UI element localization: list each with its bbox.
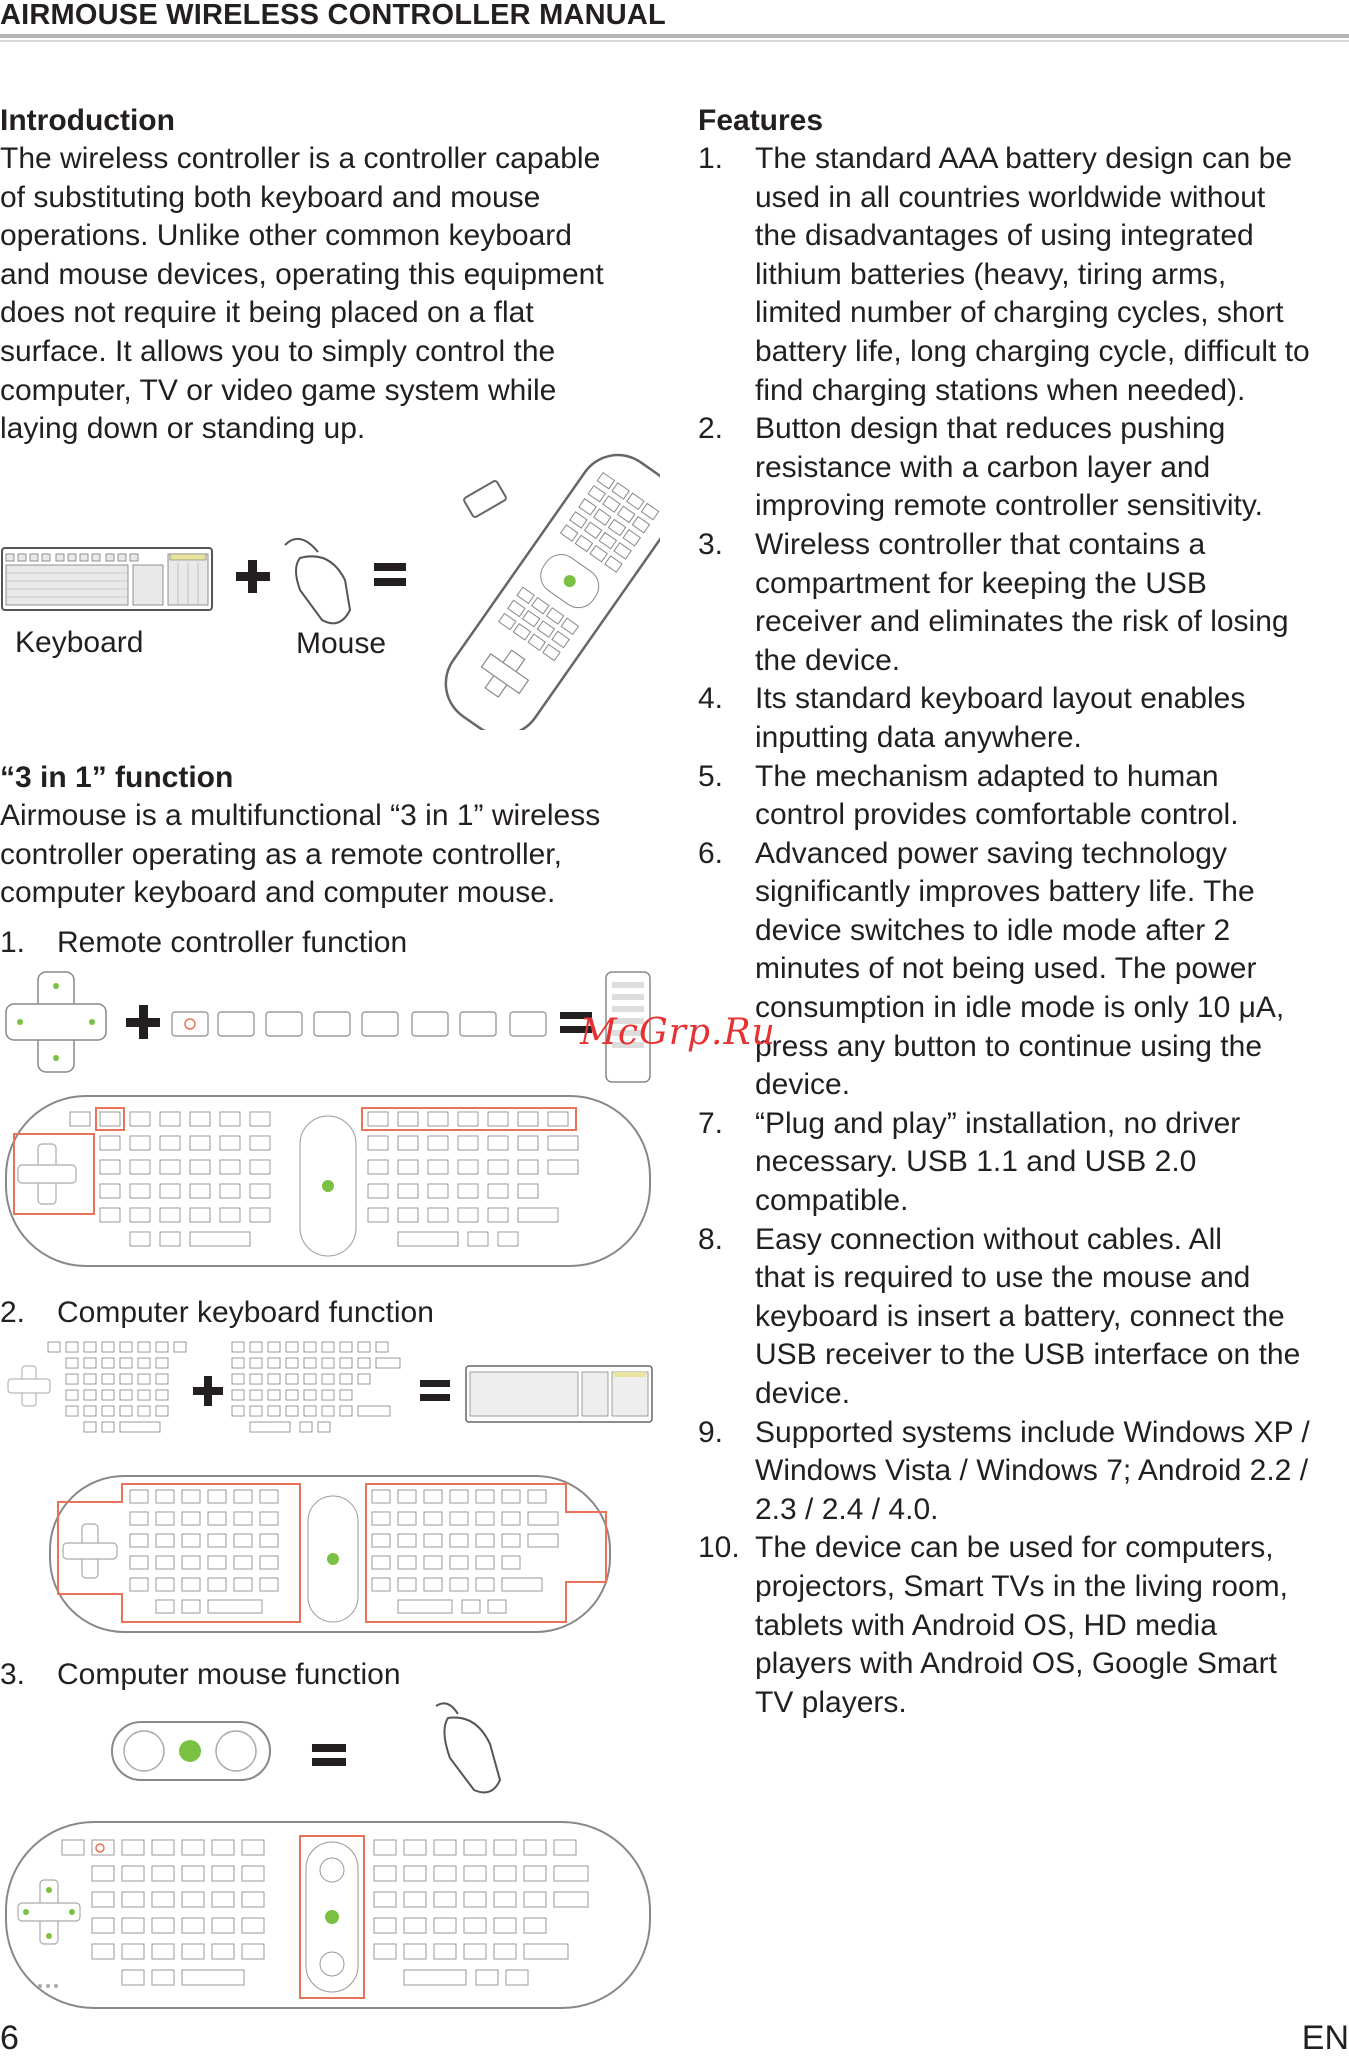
- plus-icon: [236, 560, 270, 593]
- feature-line: projectors, Smart TVs in the living room,: [755, 1569, 1288, 1603]
- features-section: [698, 102, 1349, 1722]
- computer-keyboard-function-illustration: [0, 1336, 660, 1638]
- feature-number: 3.: [698, 527, 724, 561]
- feature-number: 9.: [698, 1415, 724, 1449]
- computer-mouse-function-illustration: [0, 1700, 660, 2020]
- feature-line: receiver and eliminates the risk of losing: [755, 605, 1289, 639]
- feature-line: Supported systems include Windows XP /: [755, 1415, 1310, 1449]
- intro-line: does not require it being placed on a flat: [0, 296, 534, 330]
- plus-icon: [193, 1376, 223, 1406]
- feature-line: Advanced power saving technology: [755, 836, 1227, 870]
- feature-line: necessary. USB 1.1 and USB 2.0: [755, 1145, 1197, 1179]
- mouse-icon: [436, 1703, 500, 1792]
- function-text: Computer keyboard function: [57, 1296, 434, 1329]
- feature-item: [698, 758, 1349, 835]
- feature-line: that is required to use the mouse and: [755, 1261, 1251, 1295]
- intro-line: laying down or standing up.: [0, 412, 366, 446]
- feature-line: resistance with a carbon layer and: [755, 450, 1211, 484]
- function-number: 2.: [0, 1296, 26, 1329]
- feature-line: The device can be used for computers,: [755, 1531, 1274, 1565]
- feature-item: [698, 410, 1349, 526]
- three-in-one-line: computer keyboard and computer mouse.: [0, 876, 556, 910]
- three-in-one-line: controller operating as a remote controller,: [0, 837, 562, 871]
- keyboard-label: Keyboard: [15, 626, 144, 659]
- feature-line: TV players.: [755, 1685, 907, 1719]
- feature-line: compartment for keeping the USB: [755, 566, 1207, 600]
- three-in-one-heading: “3 in 1” function: [0, 761, 234, 794]
- feature-line: The mechanism adapted to human: [755, 759, 1219, 793]
- intro-line: operations. Unlike other common keyboard: [0, 219, 572, 253]
- intro-line: surface. It allows you to simply control the: [0, 334, 556, 368]
- feature-line: press any button to continue using the: [755, 1029, 1263, 1063]
- mouse-label: Mouse: [296, 627, 387, 660]
- equals-icon: [312, 1744, 346, 1766]
- watermark-text: McGrp.Ru: [580, 1012, 776, 1053]
- intro-line: computer, TV or video game system while: [0, 373, 557, 407]
- three-in-one-section: [0, 759, 660, 913]
- feature-line: device.: [755, 1068, 851, 1102]
- function-text: Remote controller function: [57, 926, 408, 959]
- equals-icon: [420, 1380, 450, 1401]
- feature-line: improving remote controller sensitivity.: [755, 489, 1263, 523]
- function-label-mouse: [0, 1656, 401, 1694]
- feature-line: The standard AAA battery design can be: [755, 142, 1293, 175]
- controller-icon: [6, 1822, 650, 2008]
- usb-receiver-icon: [463, 480, 507, 518]
- feature-number: 5.: [698, 759, 724, 793]
- controller-icon: [50, 1476, 610, 1632]
- feature-number: 10.: [698, 1531, 740, 1565]
- feature-item: [698, 1221, 1349, 1414]
- function-text: Computer mouse function: [57, 1658, 401, 1691]
- feature-line: USB receiver to the USB interface on the: [755, 1338, 1301, 1372]
- feature-line: device switches to idle mode after 2: [755, 913, 1231, 947]
- feature-item: [698, 1414, 1349, 1530]
- feature-line: used in all countries worldwide without: [755, 180, 1266, 214]
- feature-line: Button design that reduces pushing: [755, 412, 1226, 446]
- feature-line: keyboard is insert a battery, connect the: [755, 1299, 1285, 1333]
- feature-line: the device.: [755, 643, 901, 677]
- feature-item: [698, 1529, 1349, 1722]
- remote-controller-function-illustration: [0, 968, 660, 1278]
- feature-number: 8.: [698, 1222, 724, 1256]
- function-label-keyboard: [0, 1294, 434, 1332]
- plus-icon: [126, 1005, 160, 1039]
- feature-line: Wireless controller that contains a: [755, 527, 1206, 561]
- feature-line: control provides comfortable control.: [755, 798, 1239, 832]
- feature-line: compatible.: [755, 1184, 909, 1218]
- introduction-heading: Introduction: [0, 104, 175, 137]
- feature-number: 2.: [698, 412, 724, 446]
- feature-number: 1.: [698, 142, 724, 175]
- three-in-one-body: [0, 797, 660, 913]
- feature-line: Easy connection without cables. All: [755, 1222, 1222, 1256]
- feature-line: minutes of not being used. The power: [755, 952, 1257, 986]
- intro-line: and mouse devices, operating this equipment: [0, 257, 604, 291]
- feature-line: the disadvantages of using integrated: [755, 219, 1254, 253]
- feature-item: [698, 835, 1349, 1105]
- three-in-one-line: Airmouse is a multifunctional “3 in 1” wireless: [0, 799, 601, 832]
- keyboard-icon: [466, 1366, 652, 1422]
- feature-line: tablets with Android OS, HD media: [755, 1608, 1217, 1642]
- feature-line: players with Android OS, Google Smart: [755, 1647, 1277, 1681]
- function-number: 1.: [0, 926, 26, 959]
- feature-item: [698, 140, 1349, 410]
- function-number: 3.: [0, 1658, 26, 1691]
- feature-line: significantly improves battery life. The: [755, 875, 1255, 909]
- feature-line: lithium batteries (heavy, tiring arms,: [755, 257, 1227, 291]
- feature-number: 7.: [698, 1106, 724, 1140]
- feature-line: battery life, long charging cycle, difficult to: [755, 334, 1310, 368]
- keyboard-icon: [2, 548, 212, 610]
- airmouse-controller-icon: [430, 450, 660, 730]
- mouse-buttons-icon: [112, 1722, 270, 1780]
- features-list: [698, 140, 1349, 1722]
- function-label-remote: [0, 924, 407, 962]
- header-rule-thin: [0, 40, 1349, 42]
- feature-line: inputting data anywhere.: [755, 720, 1082, 754]
- features-heading: Features: [698, 104, 824, 137]
- feature-line: consumption in idle mode is only 10 μA,: [755, 991, 1285, 1025]
- feature-item: [698, 1105, 1349, 1221]
- feature-line: “Plug and play” installation, no driver: [755, 1106, 1241, 1140]
- controller-icon: [6, 1096, 650, 1266]
- page-number: 6: [0, 2019, 19, 2057]
- feature-line: limited number of charging cycles, short: [755, 296, 1284, 330]
- feature-item: [698, 526, 1349, 680]
- manual-title: AIRMOUSE WIRELESS CONTROLLER MANUAL: [0, 0, 666, 31]
- intro-line: of substituting both keyboard and mouse: [0, 180, 541, 214]
- header-rule: [0, 34, 1349, 38]
- feature-line: Windows Vista / Windows 7; Android 2.2 /: [755, 1454, 1309, 1488]
- mouse-icon: [285, 539, 350, 623]
- feature-item: [698, 680, 1349, 757]
- feature-line: device.: [755, 1377, 851, 1410]
- intro-line: The wireless controller is a controller capable: [0, 142, 601, 175]
- equals-icon: [374, 563, 406, 586]
- feature-line: Its standard keyboard layout enables: [755, 682, 1246, 716]
- feature-line: 2.3 / 2.4 / 4.0.: [755, 1492, 939, 1526]
- introduction-body: [0, 140, 660, 449]
- feature-number: 4.: [698, 682, 724, 716]
- language-code: EN: [1301, 2019, 1349, 2057]
- feature-number: 6.: [698, 836, 724, 870]
- keyboard-plus-mouse-equals-controller-illustration: [0, 450, 660, 730]
- feature-line: find charging stations when needed).: [755, 373, 1246, 407]
- introduction-section: [0, 102, 660, 449]
